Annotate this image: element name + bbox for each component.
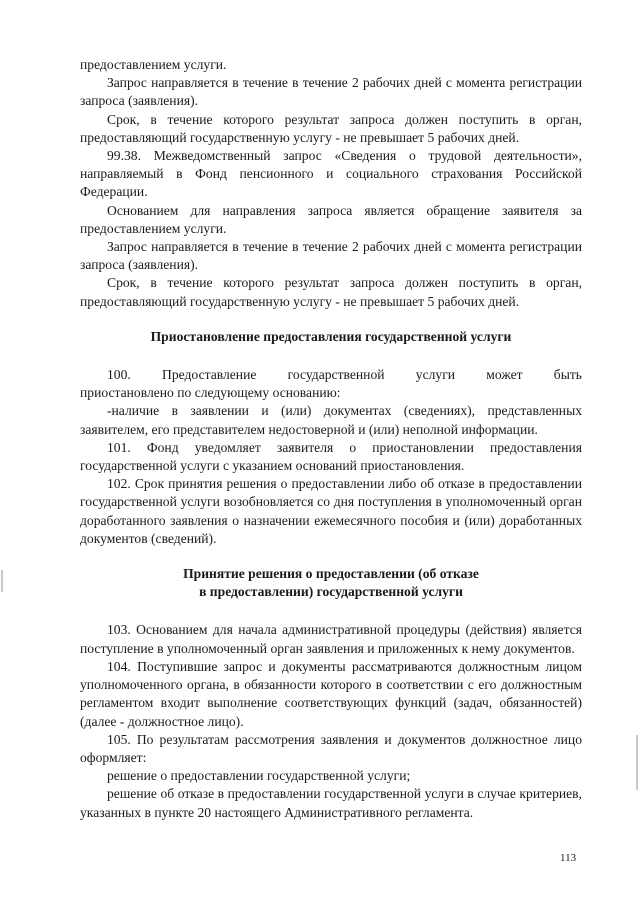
section-heading <box>80 565 582 601</box>
scan-edge-mark <box>1 570 3 592</box>
document-page <box>80 56 582 822</box>
paragraph: решение о предоставлении государственной услуги; <box>107 768 411 784</box>
section-heading-line: в предоставлении) государственной услуги <box>199 584 463 600</box>
paragraph: 99.38. Межведомственный запрос «Сведения о трудовой деятельности», направляемый в Фонд пенсионного и социального страхования Российской Федерации. <box>80 148 582 200</box>
paragraph: Срок, в течение которого результат запроса должен поступить в орган, предоставляющий государственную услугу - не превышает 5 рабочих дней. <box>80 275 582 309</box>
paragraph: Срок, в течение которого результат запроса должен поступить в орган, предоставляющий государственную услугу - не превышает 5 рабочих дней. <box>80 111 582 145</box>
paragraph: 101. Фонд уведомляет заявителя о приостановлении предоставления государственной услуги с указанием оснований приостановления. <box>80 439 582 474</box>
paragraph-first-line: 100. Предоставление государственной услуги может быть <box>107 367 582 383</box>
section-heading-line: Принятие решения о предоставлении (об отказе <box>183 566 479 582</box>
paragraph-rest: приостановлено по следующему основанию: <box>80 385 341 401</box>
paragraph: предоставлением услуги. <box>80 57 227 72</box>
paragraph: Основанием для направления запроса является обращение заявителя за предоставлением услуги. <box>80 202 582 236</box>
paragraph: решение об отказе в предоставлении государственной услуги в случае критериев, указанных в пункте 20 настоящего Административного регламента. <box>80 786 582 820</box>
paragraph-100 <box>80 366 582 402</box>
paragraph: 105. По результатам рассмотрения заявления и документов должностное лицо оформляет: <box>80 731 582 765</box>
section-heading <box>80 328 582 346</box>
paragraph: 102. Срок принятия решения о предоставлении либо об отказе в предоставлении государственной услуги возобновляется со дня поступления в уполномоченный орган доработанного заявления о назначении ежемесячного пособия и (или) доработанных документов (сведений). <box>80 476 582 546</box>
paragraph: Запрос направляется в течение в течение 2 рабочих дней с момента регистрации запроса (заявления). <box>80 75 582 109</box>
paragraph: 103. Основанием для начала административной процедуры (действия) является поступление в уполномоченный орган заявления и приложенных к нему документов. <box>80 622 582 656</box>
scan-edge-mark <box>636 735 638 790</box>
section-heading-line: Приостановление предоставления государственной услуги <box>150 328 512 344</box>
paragraph: -наличие в заявлении и (или) документах (сведениях), представленных заявителем, его представителем недостоверной и (или) неполной информации. <box>80 403 582 437</box>
paragraph: 104. Поступившие запрос и документы рассматриваются должностным лицом уполномоченного органа, в обязанности которого в соответствии с его должностным регламентом входит выполнение соответствующих функций (задач, обязанностей) (далее - должностное лицо). <box>80 658 582 729</box>
page-number: 113 <box>560 852 577 864</box>
paragraph: Запрос направляется в течение в течение 2 рабочих дней с момента регистрации запроса (заявления). <box>80 239 582 273</box>
